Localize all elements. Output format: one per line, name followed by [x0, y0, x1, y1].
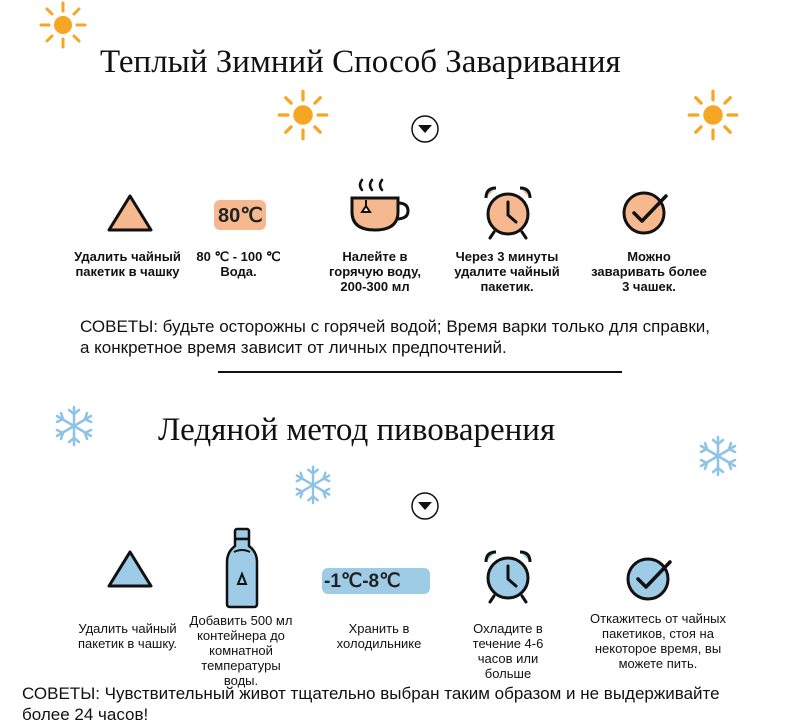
alarm-clock-icon: [478, 184, 538, 242]
triangle-teabag-icon: [104, 546, 156, 592]
alarm-clock-icon: [478, 548, 538, 606]
snowflake-icon: [52, 404, 96, 448]
sun-icon: [276, 88, 330, 142]
snowflake-icon: [292, 464, 334, 506]
sun-icon: [686, 88, 740, 142]
check-circle-icon: [618, 186, 674, 240]
section-divider: [218, 371, 622, 373]
cold-step-5-caption: Откажитесь от чайных пакетиков, стоя на некоторое время, вы можете пить.: [590, 611, 726, 671]
cold-step-2-caption: Добавить 500 мл контейнера до комнатной температуры воды.: [189, 613, 293, 688]
sun-icon: [38, 0, 88, 50]
water-bottle-icon: [222, 526, 262, 610]
warm-title: Теплый Зимний Способ Заваривания: [100, 44, 621, 80]
check-circle-icon: [622, 552, 678, 606]
warm-step-1-caption: Удалить чайный пакетик в чашку: [74, 249, 181, 279]
warm-step-5-caption: Можно заваривать более 3 чашек.: [591, 249, 707, 294]
chevron-down-icon: [410, 114, 440, 144]
warm-step-3-caption: Налейте в горячую воду, 200-300 мл: [329, 249, 421, 294]
cold-step-1-caption: Удалить чайный пакетик в чашку.: [77, 621, 177, 651]
warm-tips: СОВЕТЫ: будьте осторожны с горячей водой; Время варки только для справки, а конкретное время зависит от личных предпочтений.: [80, 317, 710, 357]
hot-cup-icon: [346, 176, 412, 238]
cold-title: Ледяной метод пивоварения: [158, 412, 556, 448]
triangle-teabag-icon: [104, 190, 156, 236]
snowflake-icon: [696, 434, 740, 478]
warm-step-4-caption: Через 3 минуты удалите чайный пакетик.: [454, 249, 560, 294]
cold-temp-badge: -1℃-8℃: [324, 571, 401, 592]
warm-step-2-caption: 80 ℃ - 100 ℃ Вода.: [196, 249, 281, 279]
warm-temp-badge: 80℃: [218, 205, 263, 227]
chevron-down-icon: [410, 491, 440, 521]
cold-step-4-caption: Охладите в течение 4-6 часов или больше: [472, 621, 544, 681]
cold-step-3-caption: Хранить в холодильнике: [336, 621, 422, 651]
cold-tips: СОВЕТЫ: Чувствительный живот тщательно выбран таким образом и не выдерживайте более 24 часов!: [22, 684, 720, 724]
